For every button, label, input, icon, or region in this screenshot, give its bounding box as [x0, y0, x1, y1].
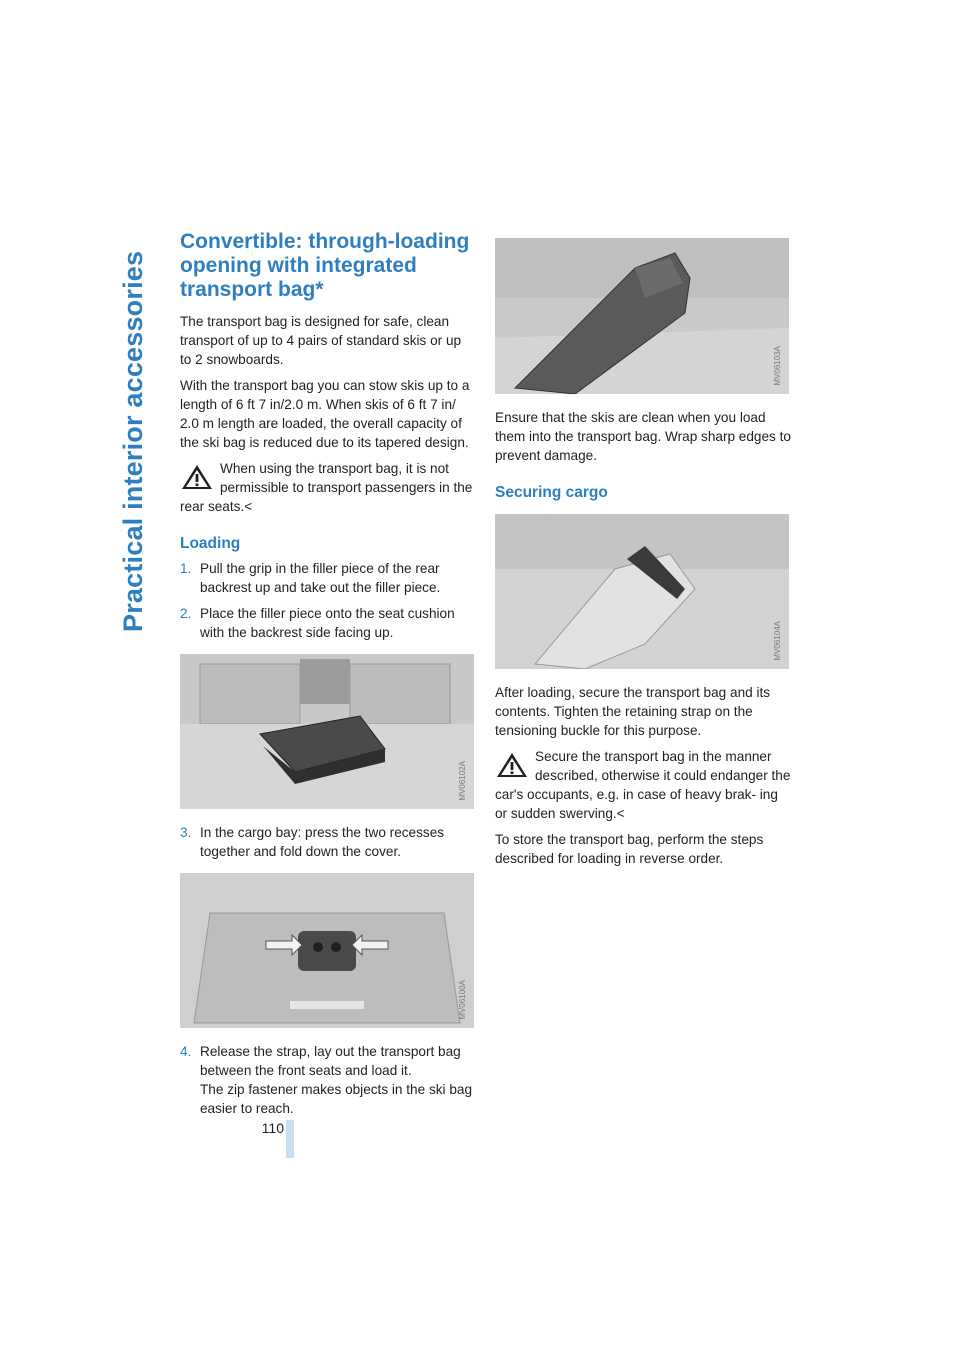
section-tab-label: Practical interior accessories — [118, 250, 148, 632]
photo-code: MV06103A — [773, 346, 782, 386]
transport-bag-photo — [495, 238, 789, 394]
securing-text: After loading, secure the transport bag and its contents. Tighten the retaining strap on the tensioning buckle for this purpose. — [495, 685, 771, 738]
left-column — [180, 230, 476, 1125]
store-text: To store the transport bag, perform the steps described for loading in reverse order. — [495, 832, 764, 866]
section-tab — [118, 232, 158, 632]
photo-code: MV06104A — [773, 621, 782, 661]
right-column — [495, 238, 791, 875]
loading-steps — [180, 559, 476, 642]
loading-heading: Loading — [180, 535, 241, 552]
photo-code: MV06102A — [458, 761, 467, 801]
page-number: 110 — [261, 1120, 284, 1136]
clean-note: Ensure that the skis are clean when you load them into the transport bag. Wrap sharp edges to prevent damage. — [495, 410, 791, 463]
list-item: 4. Release the strap, lay out the transport bag between the front seats and load it. The zip fastener makes objects in the ski bag easier to reach. — [180, 1044, 473, 1116]
intro-paragraph-1: The transport bag is designed for safe, clean transport of up to 4 pairs of standard skis or up to 2 snowboards. — [180, 314, 462, 367]
warning-triangle-icon — [180, 463, 214, 491]
securing-cargo-photo — [495, 514, 789, 669]
list-item: 3. In the cargo bay: press the two recesses together and fold down the cover. — [180, 825, 445, 859]
securing-heading: Securing cargo — [495, 484, 608, 501]
intro-paragraph-2: With the transport bag you can stow skis up to a length of 6 ft 7 in/2.0 m. When skis of 6 ft 7 in/ 2.0 m length are loaded, the overall capacity of the ski bag is reduced due to its tapered design. — [180, 378, 470, 450]
loading-steps-cont — [180, 823, 476, 861]
warning-block — [180, 459, 476, 516]
list-item: 1. Pull the grip in the filler piece of the rear backrest up and take out the filler piece. — [180, 561, 441, 595]
cargo-bay-photo — [180, 873, 474, 1028]
warning-block — [495, 747, 791, 823]
step-note: The zip fastener makes objects in the ski bag easier to reach. — [200, 1082, 473, 1116]
page-title: Convertible: through-loading opening with integrated transport bag* — [180, 230, 470, 301]
warning-text: When using the transport bag, it is not permissible to transport passengers in the rear seats.< — [180, 461, 473, 514]
warning-triangle-icon — [495, 751, 529, 779]
page-number-bar — [286, 1120, 294, 1158]
list-item: 2. Place the filler piece onto the seat cushion with the backrest side facing up. — [180, 606, 455, 640]
filler-piece-photo — [180, 654, 474, 809]
warning-text: Secure the transport bag in the manner described, otherwise it could endanger the car's occupants, e.g. in case of heavy brak- ing or sudden swerving.< — [495, 749, 791, 821]
loading-steps-cont-2 — [180, 1042, 476, 1118]
photo-code: MV06100A — [458, 980, 467, 1020]
